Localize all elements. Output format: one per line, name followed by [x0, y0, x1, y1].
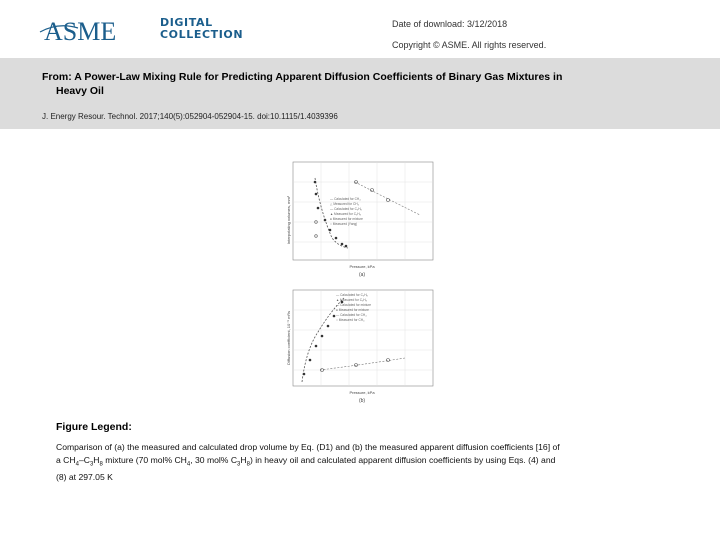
- page-header: [0, 0, 720, 58]
- download-meta: [392, 14, 546, 56]
- svg-text:△ Measured for CH₄: △ Measured for CH₄: [330, 202, 359, 206]
- svg-text:Pressure, kPa: Pressure, kPa: [349, 264, 375, 269]
- svg-text:○ Measured for CH₄: ○ Measured for CH₄: [336, 318, 365, 322]
- article-title-line2: Heavy Oil: [56, 85, 104, 97]
- figure-legend-text: [56, 441, 686, 483]
- download-date: Date of download: 3/12/2018: [392, 19, 508, 29]
- svg-text:— Calculated for CH₄: — Calculated for CH₄: [330, 197, 361, 201]
- svg-text:Pressure, kPa: Pressure, kPa: [349, 390, 375, 395]
- panel-a: [286, 162, 433, 278]
- svg-text:— Calculated for C₃H₈: — Calculated for C₃H₈: [330, 207, 362, 211]
- legend-line2: a $CH_4-C_3H_8$ mixture (70 mol% $CH_4$, 30 mol% $C_3H_8$) in heavy oil and calculated apparent diffusion coefficients by using Eqs. (4) and: [56, 454, 556, 468]
- digital-collection-brand: [160, 17, 243, 41]
- brand-line-collection: COLLECTION: [160, 28, 244, 41]
- figure-legend-heading: Figure Legend:: [56, 421, 132, 433]
- svg-text:(b): (b): [358, 398, 366, 404]
- svg-text:(a): (a): [358, 272, 366, 278]
- svg-text:○ Measured (Yang): ○ Measured (Yang): [330, 222, 358, 226]
- copyright-notice: Copyright © ASME. All rights reserved.: [392, 40, 547, 50]
- article-citation: J. Energy Resour. Technol. 2017;140(5):052904-052904-15. doi:10.1115/1.4039396: [42, 112, 338, 121]
- asme-logo: [38, 10, 128, 48]
- svg-text:▲ Measured for C₃H₈: ▲ Measured for C₃H₈: [330, 212, 361, 216]
- svg-text:— Calculated for C₃H₈: — Calculated for C₃H₈: [336, 293, 368, 297]
- svg-text:Diffusion coefficient, 10⁻⁹ m²: Diffusion coefficient, 10⁻⁹ m²/s: [286, 311, 291, 365]
- svg-text:▲ Measured for C₃H₈: ▲ Measured for C₃H₈: [336, 298, 367, 302]
- svg-text:— Calculated for CH₄: — Calculated for CH₄: [336, 313, 367, 317]
- article-title-line1: From: A Power-Law Mixing Rule for Predicting Apparent Diffusion Coefficients of Binary Gas Mixtures in: [42, 71, 563, 83]
- panel-b: [286, 290, 433, 404]
- svg-text:● Measured for mixture: ● Measured for mixture: [336, 308, 369, 312]
- svg-text:— Calculated for mixture: — Calculated for mixture: [336, 303, 372, 307]
- article-title: [42, 70, 672, 98]
- legend-line3: (8) at 297.05 K: [56, 471, 113, 482]
- svg-text:● Measured for mixture: ● Measured for mixture: [330, 217, 363, 221]
- svg-text:ASME: ASME: [44, 17, 117, 46]
- brand-line-digital: DIGITAL: [160, 16, 213, 29]
- legend-line1: Comparison of (a) the measured and calculated drop volume by Eq. (D1) and (b) the measured apparent diffusion coefficients [16] of: [56, 442, 560, 452]
- svg-text:Interpolating volumes, mm³: Interpolating volumes, mm³: [286, 195, 291, 245]
- figure-image: [270, 160, 440, 410]
